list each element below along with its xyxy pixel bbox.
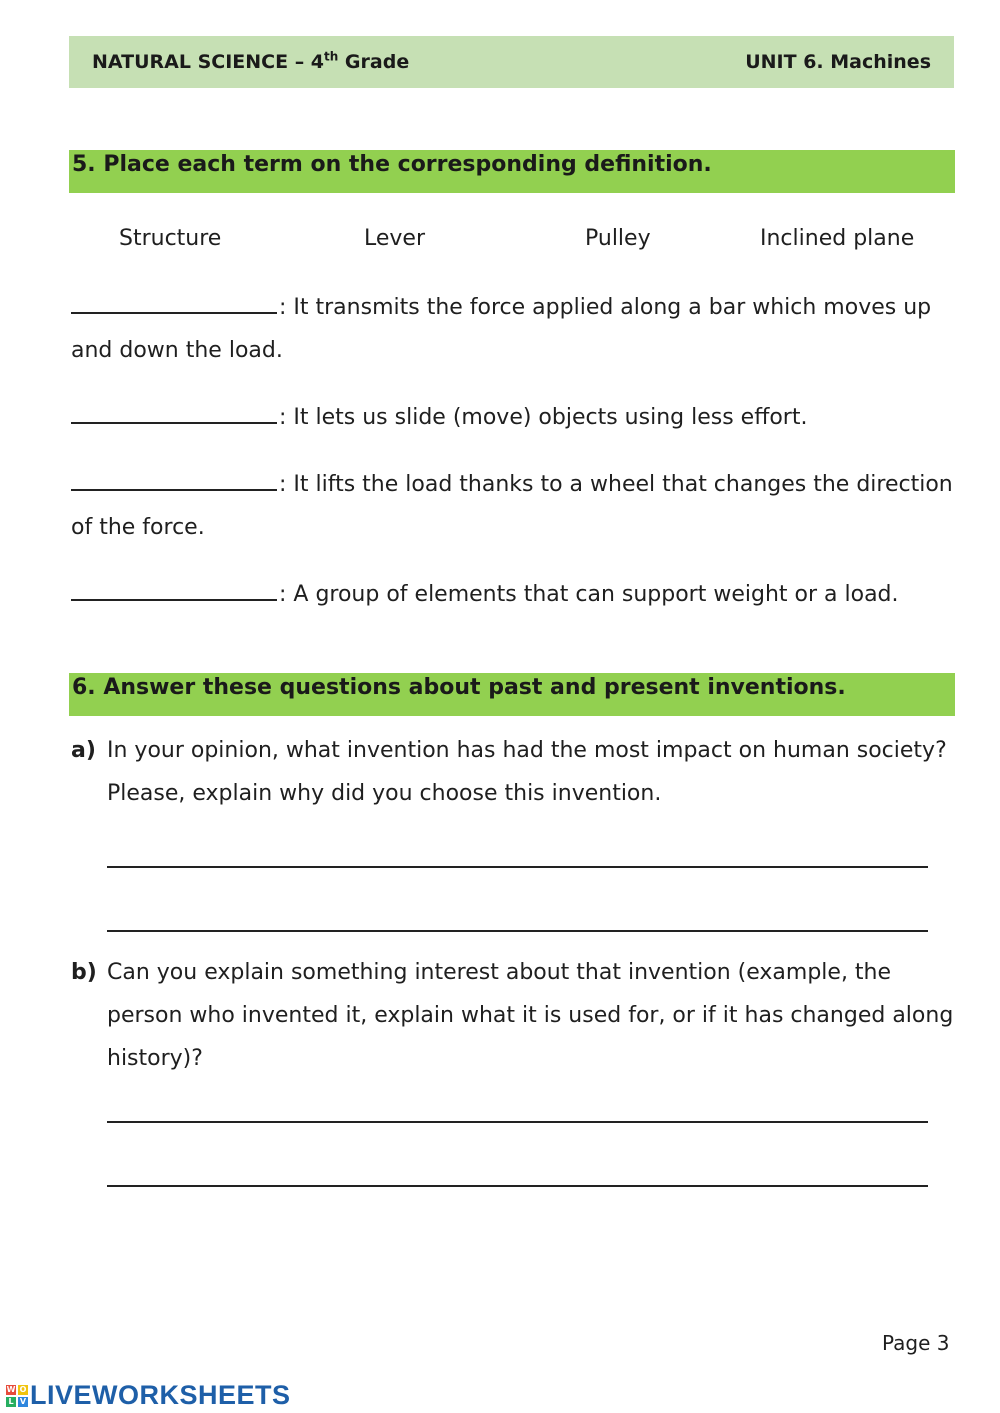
subject-grade: NATURAL SCIENCE – 4th Grade <box>92 49 410 73</box>
definition-item <box>71 569 956 616</box>
definition-item <box>71 282 956 372</box>
word-bank-item[interactable]: Structure <box>119 226 222 251</box>
definition-text: : It transmits the force applied along a bar which moves up and down the load. <box>71 295 932 363</box>
definition-text: : A group of elements that can support weight or a load. <box>279 582 899 607</box>
section-6-title: 6. Answer these questions about past and present inventions. <box>69 673 955 716</box>
answer-line[interactable] <box>107 1121 928 1123</box>
page-number: Page 3 <box>882 1331 950 1355</box>
word-bank-item[interactable]: Inclined plane <box>760 226 915 251</box>
page-header <box>69 36 954 88</box>
definition-text: : It lets us slide (move) objects using less effort. <box>279 405 808 430</box>
liveworksheets-logo[interactable] <box>6 1380 291 1411</box>
definition-item <box>71 459 956 549</box>
question-b <box>71 951 956 1080</box>
answer-blank[interactable] <box>71 569 277 601</box>
answer-line[interactable] <box>107 1185 928 1187</box>
answer-line[interactable] <box>107 866 928 868</box>
section-5-title: 5. Place each term on the corresponding definition. <box>69 150 955 193</box>
question-letter: b) <box>71 960 97 985</box>
question-letter: a) <box>71 738 96 763</box>
word-bank-item[interactable]: Lever <box>364 226 426 251</box>
answer-blank[interactable] <box>71 282 277 314</box>
answer-blank[interactable] <box>71 392 277 424</box>
word-bank-item[interactable]: Pulley <box>585 226 651 251</box>
logo-text: LIVEWORKSHEETS <box>30 1380 291 1410</box>
logo-blocks-icon: W O L V <box>6 1384 27 1406</box>
definitions-list <box>71 282 956 636</box>
question-a <box>71 729 956 815</box>
definition-text: : It lifts the load thanks to a wheel that changes the direction of the force. <box>71 472 953 540</box>
question-text: In your opinion, what invention has had the most impact on human society? Please, explain why did you choose this invention. <box>107 738 947 806</box>
unit-title: UNIT 6. Machines <box>745 51 931 73</box>
question-text: Can you explain something interest about that invention (example, the person who invented it, explain what it is used for, or if it has changed along history)? <box>107 960 954 1071</box>
answer-line[interactable] <box>107 930 928 932</box>
answer-blank[interactable] <box>71 459 277 491</box>
definition-item <box>71 392 956 439</box>
